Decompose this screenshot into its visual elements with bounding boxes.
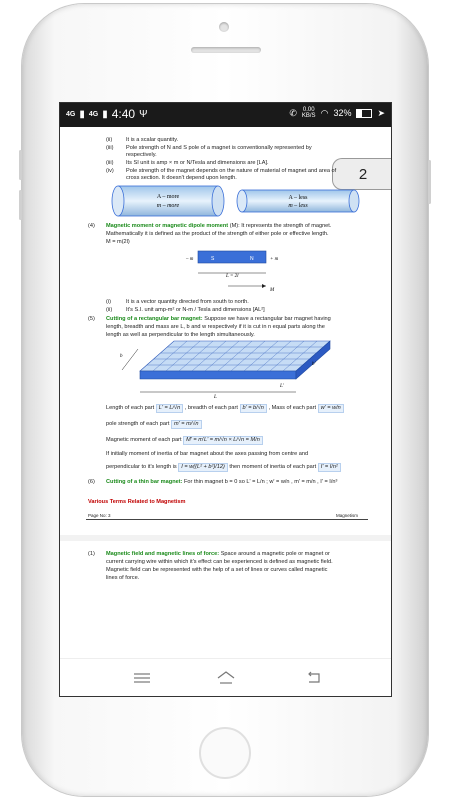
text-span: Length of each part	[106, 405, 155, 411]
thin-cylinder-end	[349, 190, 359, 212]
item-number: (iii)	[106, 160, 114, 166]
item-number: (i)	[106, 299, 111, 305]
section-text: Space around a magnetic pole or magnet or	[220, 551, 330, 557]
text-line: length as well as perpendicular to the length simultaneously.	[106, 332, 255, 338]
section-title: Cutting of a rectangular bar magnet:	[106, 316, 203, 322]
section-number: (6)	[88, 479, 95, 485]
home-icon[interactable]	[216, 669, 236, 687]
battery-fill	[357, 110, 361, 117]
magnet-south-label: S	[211, 256, 215, 262]
formula-box: w' = w/n	[318, 404, 344, 413]
cylinder-label: A – less	[288, 195, 308, 201]
moment-arrowhead	[262, 284, 266, 288]
footer-rule	[86, 519, 368, 520]
network-indicator-2: 4G	[88, 110, 99, 118]
text-line: lines of force.	[106, 575, 140, 581]
formula-box: L' = L/√n	[156, 404, 183, 413]
text-span: , breadth of each part	[184, 405, 238, 411]
formula-line	[106, 420, 202, 429]
text-span: , Mass of each part	[268, 405, 317, 411]
back-icon[interactable]	[304, 669, 324, 687]
text-line: cross section. It doesn't depend upon length.	[126, 175, 237, 181]
text-span: pole strength of each part	[106, 421, 170, 427]
send-icon: ➤	[377, 107, 385, 118]
section-title: Magnetic moment or magnetic dipole moment	[106, 223, 229, 229]
cylinder-label: m – more	[156, 203, 180, 209]
usb-icon: Ψ	[139, 108, 148, 120]
item-number: (iii)	[106, 145, 114, 151]
text-span: perpendicular to it's length is	[106, 464, 177, 470]
text-line: It is a vector quantity directed from south to north.	[126, 299, 249, 305]
menu-icon[interactable]	[132, 669, 152, 687]
cylinder-label: m – less	[288, 203, 308, 209]
earpiece-speaker	[191, 47, 261, 53]
text-line: length, breadth and mass are L, b and w respectively if it is cut in n equal parts along the	[106, 324, 325, 330]
item-number: (ii)	[106, 137, 113, 143]
section-number: (1)	[88, 551, 95, 557]
cylinder-label: A – more	[156, 194, 180, 200]
call-icon: ✆	[289, 107, 297, 118]
footer-chapter: Magnetism	[336, 513, 359, 518]
bar-magnet-figure	[178, 245, 288, 297]
cylinders-figure	[110, 184, 370, 218]
section-number: (5)	[88, 316, 95, 322]
section-heading	[106, 316, 331, 323]
document-view[interactable]	[60, 127, 392, 658]
formula-line	[106, 463, 341, 472]
section-number: (4)	[88, 223, 95, 229]
section-heading	[106, 551, 330, 558]
thick-cylinder	[118, 186, 218, 216]
text-line: Pole strength of N and S pole of a magnet is conventionally represented by	[126, 145, 312, 151]
home-button[interactable]	[199, 727, 251, 779]
formula-box: m' = m/√n	[171, 420, 202, 429]
text-line: It is a scalar quantity.	[126, 137, 179, 143]
page-separator	[60, 535, 392, 541]
battery-percent: 32%	[333, 108, 352, 118]
text-line: Pole strength of the magnet depends on the nature of material of magnet and area of	[126, 168, 337, 174]
part-length-label: L'	[280, 384, 284, 389]
formula-box: I' = I/n²	[318, 463, 341, 472]
section-symbol: (M):	[229, 223, 240, 229]
formula-line	[106, 404, 344, 413]
text-span: Magnetic moment of each part	[106, 437, 182, 443]
length-label: L = 2l	[226, 274, 239, 279]
thick-cylinder-end	[112, 186, 124, 216]
item-number: (ii)	[106, 307, 113, 313]
part-breadth-label: b'	[312, 362, 316, 367]
data-speed-value: 0.00	[302, 107, 315, 113]
text-line: It's S.I. unit amp-m² or N-m / Tesla and dimensions [AL²]	[126, 307, 265, 313]
magnet-north-label: N	[250, 256, 254, 262]
moment-label: M	[270, 288, 275, 293]
volume-up-button	[19, 150, 22, 180]
footer-page-number: Page No: 3	[88, 513, 111, 518]
formula-line: M = m(2l)	[106, 239, 130, 245]
navigation-bar	[60, 658, 392, 697]
slab-front	[140, 371, 296, 379]
page-number-badge: 2	[332, 158, 392, 190]
section-text: It represents the strength of magnet.	[241, 223, 332, 229]
magnet-pole-label: – m	[186, 257, 194, 262]
battery-icon	[356, 109, 372, 118]
data-speed	[302, 107, 316, 119]
breadth-label: b	[120, 354, 123, 359]
section-heading	[106, 223, 331, 230]
thin-cylinder-end	[237, 190, 247, 212]
section-title: Magnetic field and magnetic lines of force:	[106, 551, 220, 557]
section-title: Cutting of a thin bar magnet:	[106, 479, 183, 485]
text-line: Its SI unit is amp × m or N/Tesla and dimensions are [LA].	[126, 160, 269, 166]
text-span: then moment of inertia of each part	[229, 464, 317, 470]
text-line: Magnetic field can be represented with the help of a set of lines or curves called magnetic	[106, 567, 328, 573]
front-camera	[219, 22, 229, 32]
breadth-arrow	[122, 349, 138, 370]
subheading-red: Various Terms Related to Magnetism	[88, 499, 186, 505]
item-number: (iv)	[106, 168, 114, 174]
clock: 4:40	[111, 107, 136, 121]
data-speed-unit: KB/S	[301, 113, 316, 119]
signal-icon: ▮	[79, 108, 85, 120]
section-heading	[106, 479, 337, 486]
text-line: If initially moment of inertia of bar magnet about the axes passing from centre and	[106, 451, 309, 457]
formula-box: I = w((L² + b²)/12)	[178, 463, 228, 472]
text-line: current carrying wire within which it's effect can be experienced is defined as magnetic field.	[106, 559, 333, 565]
magnet-pole-label: + m	[270, 257, 279, 262]
grid-slab-figure	[116, 337, 336, 399]
formula-box: M' = m'L' = m/√n × L/√n = M/n	[183, 436, 263, 445]
bar-magnet	[198, 251, 266, 263]
length-label: L	[214, 395, 217, 399]
status-bar	[60, 103, 392, 127]
phone-screen	[59, 102, 392, 697]
formula-line	[106, 436, 263, 445]
thick-cylinder-end	[212, 186, 224, 216]
volume-down-button	[19, 190, 22, 220]
network-indicator-1: 4G	[66, 110, 76, 118]
text-line: respectively.	[126, 152, 157, 158]
formula-box: b' = b/√n	[240, 404, 267, 413]
power-button	[428, 160, 431, 204]
section-text: For thin magnet b = 0 so L' = L/n ; w' = w/n , m' = m/n , I' = I/n³	[184, 479, 338, 485]
text-line: Mathematically it is defined as the product of the strength of either pole or effective length.	[106, 231, 329, 237]
signal-icon-2: ▮	[102, 108, 108, 120]
wifi-icon: ◠	[320, 107, 329, 118]
section-text: Suppose we have a rectangular bar magnet having	[204, 316, 331, 322]
